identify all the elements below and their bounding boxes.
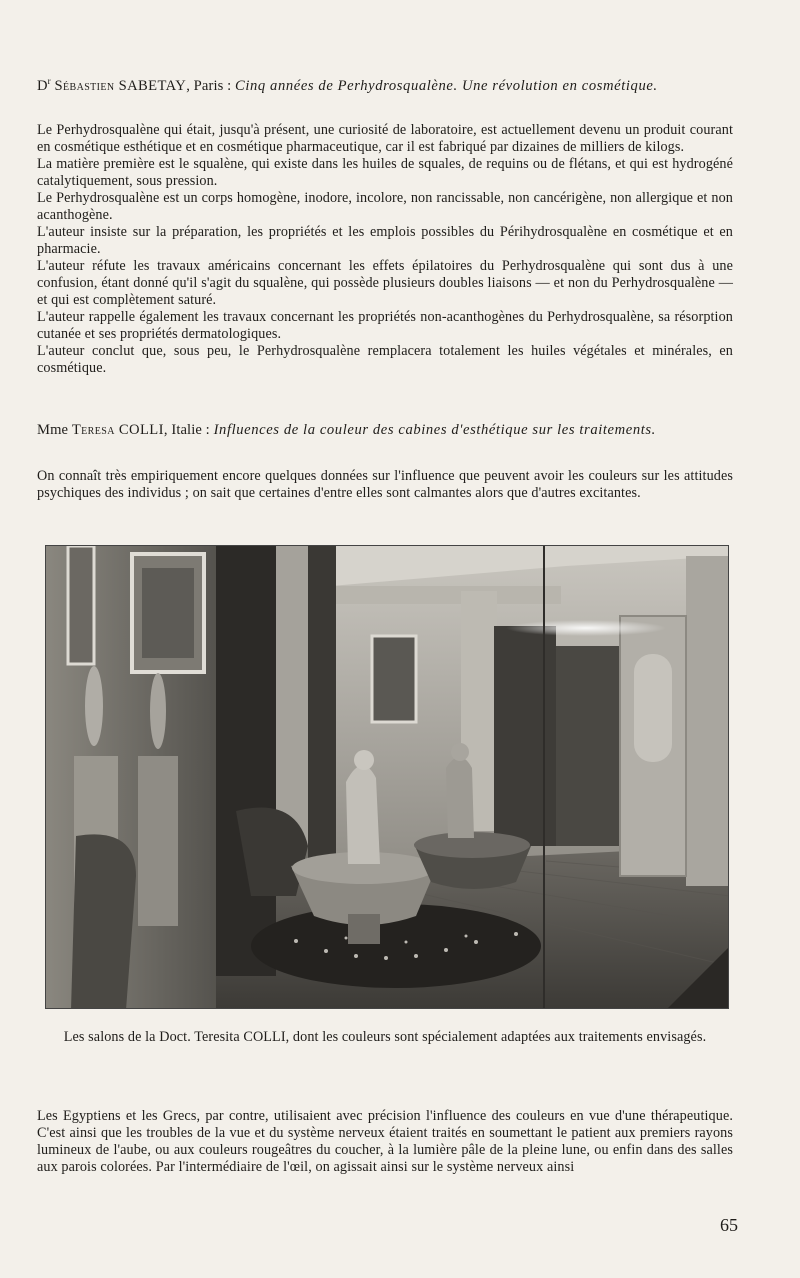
author-location: , Italie : [163, 422, 214, 438]
paragraph: Le Perhydrosqualène qui était, jusqu'à présent, une curiosité de laboratoire, est actuellement devenu un produit courant en cosmétique esthétique et en cosmétique pharmaceutique, car il est fabriqué par dizaines de milliers de kilogs. [37, 122, 733, 155]
paragraph: L'auteur conclut que, sous peu, le Perhydrosqualène remplacera totalement les huiles végétales et minérales, en cosmétique. [37, 343, 733, 376]
paragraph: Le Perhydrosqualène est un corps homogène, inodore, incolore, non rancissable, non cancérigène, non allergique et non acanthogène. [37, 190, 733, 223]
salon-photograph [45, 545, 729, 1009]
photo-caption: Les salons de la Doct. Teresita COLLI, dont les couleurs sont spécialement adaptées aux traitements envisagés. [63, 1029, 707, 1045]
author-prefix: Mme [37, 422, 72, 438]
paragraph: L'auteur insiste sur la préparation, les propriétés et les emplois possibles du Périhydrosqualène en cosmétique et en pharmacie. [37, 224, 733, 257]
author-name: Teresa COLLI [71, 422, 164, 438]
article-heading [37, 421, 733, 439]
author-name: Sébastien SABETAY [54, 77, 187, 94]
article-title: Influences de la couleur des cabines d'esthétique sur les traitements. [213, 422, 656, 438]
article-body [37, 122, 733, 377]
article-heading [37, 72, 733, 95]
author-prefix-sup: r [47, 76, 51, 86]
paragraph: Les Egyptiens et les Grecs, par contre, utilisaient avec précision l'influence des couleurs en vue d'une thérapeutique. C'est ainsi que les troubles de la vue et du système nerveux étaient traités en soumettant le patient aux premiers rayons lumineux de l'aube, ou aux couleurs rougeâtres du coucher, à la lumière pâle de la pleine lune, ou enfin dans des salles aux parois colorées. Par l'intermédiaire de l'œil, on agissait ainsi sur le système nerveux ainsi [37, 1108, 733, 1175]
paragraph: La matière première est le squalène, qui existe dans les huiles de squales, de requins ou de flétans, et qui est hydrogéné catalytiquement, sous pression. [37, 156, 733, 189]
page-number: 65 [720, 1215, 738, 1235]
article-body [37, 1108, 733, 1176]
paragraph: On connaît très empiriquement encore quelques données sur l'influence que peuvent avoir les couleurs sur les attitudes psychiques des individus ; on sait que certaines d'entre elles sont calmantes alors que d'autres excitantes. [37, 468, 733, 501]
paragraph: L'auteur réfute les travaux américains concernant les effets épilatoires du Perhydrosqualène qui sont dus à une confusion, étant donné qu'il s'agit du squalène, qui possède plusieurs doubles liaisons — et non du Perhydrosqualène — et qui est complètement saturé. [37, 258, 733, 308]
author-prefix: D [37, 77, 48, 94]
article-body [37, 468, 733, 502]
author-location: , Paris : [186, 77, 236, 94]
article-title: Cinq années de Perhydrosqualène. Une révolution en cosmétique. [235, 77, 658, 94]
paragraph: L'auteur rappelle également les travaux concernant les propriétés non-acanthogènes du Perhydrosqualène, sa résorption cutanée et ses propriétés dermatologiques. [37, 309, 733, 342]
